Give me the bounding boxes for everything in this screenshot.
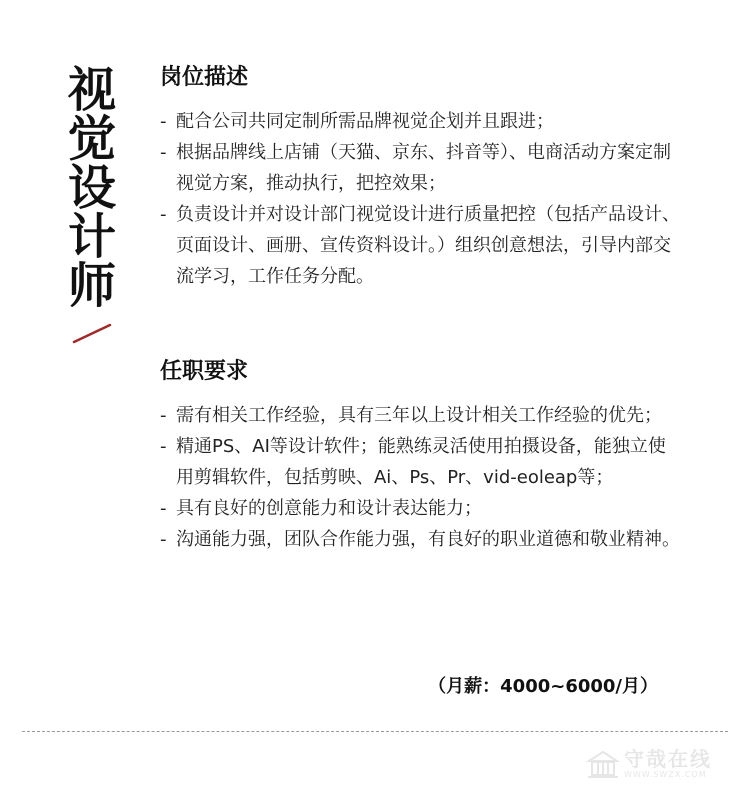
- building-logo-icon: [586, 749, 620, 779]
- title-char: 觉: [67, 111, 116, 167]
- site-watermark: [586, 746, 736, 782]
- requirements-section: [160, 354, 680, 555]
- salary-text: （月薪：4000~6000/月）: [428, 676, 658, 697]
- title-char: 设: [67, 160, 116, 216]
- accent-slash: [72, 322, 112, 344]
- item-text: 具有良好的创意能力和设计表达能力；: [176, 498, 482, 519]
- requirements-list: [160, 400, 680, 555]
- watermark-url: WWW.SWZX.COM: [624, 770, 707, 779]
- title-char: 视: [67, 62, 116, 118]
- description-heading: 岗位描述: [160, 65, 249, 90]
- description-section: [160, 60, 680, 292]
- item-text: 精通PS、AI等设计软件；能熟练灵活使用拍摄设备，能独立使用剪辑软件，包括剪映、Ai、Ps、Pr、vid-eoleap等；: [176, 436, 666, 488]
- item-text: 配合公司共同定制所需品牌视觉企划并且跟进；: [176, 111, 554, 132]
- watermark-text: [624, 748, 712, 780]
- dash-marker: -: [160, 529, 167, 550]
- list-item: [160, 431, 680, 493]
- list-item: [160, 400, 680, 431]
- vertical-job-title: [66, 62, 118, 314]
- list-item: [160, 199, 680, 292]
- requirements-heading: 任职要求: [160, 359, 249, 384]
- list-item: [160, 137, 680, 199]
- dash-marker: -: [160, 498, 167, 519]
- watermark-main: 守哉在线: [624, 747, 712, 771]
- item-text: 根据品牌线上店铺（天猫、京东、抖音等）、电商活动方案定制视觉方案，推动执行，把控效果；: [176, 142, 671, 194]
- list-item: [160, 106, 680, 137]
- dash-marker: -: [160, 405, 167, 426]
- item-text: 沟通能力强，团队合作能力强，有良好的职业道德和敬业精神。: [176, 529, 680, 550]
- list-item: [160, 493, 680, 524]
- title-char: 师: [67, 258, 116, 314]
- dashed-divider: [22, 731, 728, 732]
- dash-marker: -: [160, 142, 167, 163]
- item-text: 负责设计并对设计部门视觉设计进行质量把控（包括产品设计、页面设计、画册、宣传资料设计。）组织创意想法，引导内部交流学习，工作任务分配。: [176, 204, 680, 287]
- item-text: 需有相关工作经验，具有三年以上设计相关工作经验的优先；: [176, 405, 662, 426]
- list-item: [160, 524, 680, 555]
- dash-marker: -: [160, 111, 167, 132]
- dash-marker: -: [160, 436, 167, 457]
- title-char: 计: [67, 209, 116, 265]
- dash-marker: -: [160, 204, 167, 225]
- description-list: [160, 106, 680, 292]
